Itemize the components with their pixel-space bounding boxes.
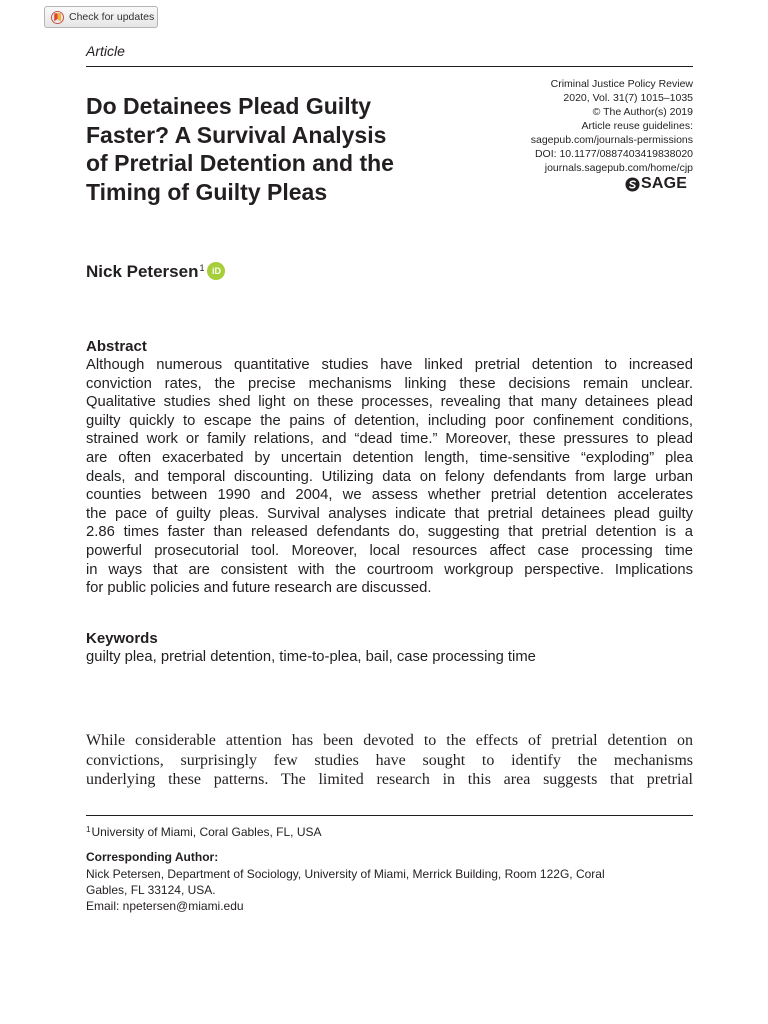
corresponding-address-line: Gables, FL 33124, USA.	[86, 883, 216, 897]
abstract-heading: Abstract	[86, 338, 147, 355]
keywords-text: guilty plea, pretrial detention, time-to-plea, bail, case processing time	[86, 649, 536, 665]
affiliation-text: University of Miami, Coral Gables, FL, USA	[91, 825, 322, 839]
sage-emblem-icon	[625, 177, 640, 192]
journal-homepage-link[interactable]: journals.sagepub.com/home/cjp	[544, 162, 693, 174]
article-title	[86, 92, 496, 206]
title-line: of Pretrial Detention and the	[86, 150, 394, 176]
crossmark-icon	[51, 11, 64, 24]
sage-logo	[625, 175, 687, 193]
corresponding-author-details	[86, 866, 686, 914]
check-for-updates-button[interactable]	[44, 6, 158, 28]
title-line: Do Detainees Plead Guilty	[86, 93, 372, 119]
abstract-text	[86, 356, 693, 598]
abstract-line: the pace of guilty pleas. Survival analyses indicate that pretrial detainees plead guilty	[86, 505, 693, 522]
corresponding-address-line: Nick Petersen, Department of Sociology, University of Miami, Merrick Building, Room 122G, Coral	[86, 867, 605, 881]
reuse-guidelines-label: Article reuse guidelines:	[581, 120, 693, 132]
body-line: convictions, surprisingly few studies have sought to identify the mechanisms	[86, 751, 693, 769]
journal-info	[531, 77, 693, 175]
keywords-heading: Keywords	[86, 630, 158, 647]
abstract-line: for public policies and future research are discussed.	[86, 580, 432, 597]
abstract-line: counties between 1990 and 2004, we assess whether pretrial detention accelerates	[86, 487, 693, 504]
author-name: Nick Petersen	[86, 262, 199, 281]
check-for-updates-label: Check for updates	[69, 11, 155, 23]
abstract-line: strained work or family relations, and “dead time.” Moreover, these pressures to plead	[86, 431, 693, 448]
abstract-line: Qualitative studies shed light on these processes, revealing that many detainees plead	[86, 394, 693, 411]
body-line: underlying these patterns. The limited research in this area suggests that pretrial	[86, 771, 693, 788]
abstract-line: conviction rates, the precise mechanisms linking these decisions remain unclear.	[86, 375, 693, 392]
abstract-line: deals, and temporal discounting. Utilizing data on felony defendants from large urban	[86, 468, 693, 485]
permissions-link[interactable]: sagepub.com/journals-permissions	[530, 134, 693, 146]
journal-name: Criminal Justice Policy Review	[550, 78, 693, 90]
sage-wordmark: SAGE	[641, 175, 688, 192]
affiliation-footnote	[86, 825, 322, 839]
title-line: Timing of Guilty Pleas	[86, 178, 328, 205]
abstract-line: powerful prosecutorial tool. Moreover, local resources affect case processing time	[86, 542, 693, 559]
abstract-line: Although numerous quantitative studies have linked pretrial detention to increased	[86, 357, 693, 373]
corresponding-email[interactable]: Email: npetersen@miami.edu	[86, 899, 244, 913]
abstract-line: guilty quickly to escape the pains of detention, including poor confinement conditions,	[86, 412, 693, 429]
corresponding-author-heading: Corresponding Author:	[86, 850, 219, 864]
body-line: While considerable attention has been devoted to the effects of pretrial detention on	[86, 732, 693, 749]
header-rule	[86, 66, 693, 67]
title-line: Faster? A Survival Analysis	[86, 121, 387, 148]
journal-copyright: © The Author(s) 2019	[592, 106, 693, 118]
abstract-line: 2.86 times faster than released defendants do, suggesting that pretrial detention is a	[86, 524, 693, 541]
author-affiliation-mark: 1	[199, 263, 205, 273]
journal-volume: 2020, Vol. 31(7) 1015–1035	[563, 92, 693, 104]
affiliation-footnote-mark: 1	[86, 825, 91, 834]
abstract-line: are often exacerbated by uncertain detention length, time-sensitive “exploding” plea	[86, 449, 693, 466]
body-paragraph	[86, 731, 693, 790]
doi-link[interactable]: DOI: 10.1177/0887403419838020	[534, 148, 693, 160]
orcid-icon[interactable]: iD	[207, 262, 225, 280]
abstract-line: in ways that are consistent with the courtroom workgroup perspective. Implications	[86, 561, 693, 578]
author-line	[86, 262, 225, 282]
article-type-label: Article	[86, 43, 125, 59]
footnote-rule	[86, 815, 693, 816]
